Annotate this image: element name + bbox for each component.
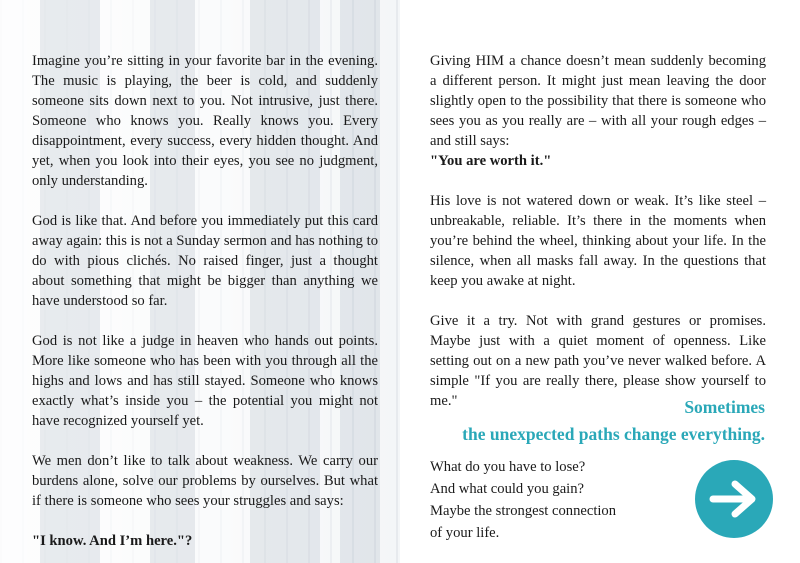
paragraph: We men don’t like to talk about weakness. We carry our burdens alone, solve our problems by ourselves. But what if there is someone who sees your struggles and says:: [32, 453, 378, 509]
closing-lines: [430, 456, 680, 544]
right-column-text: [430, 51, 766, 411]
paragraph: God is not like a judge in heaven who hands out points. More like someone who has been with you through all the highs and lows and has still stayed. Someone who knows exactly what’s inside you – the potential you might not have recognized yourself yet.: [32, 333, 378, 429]
quote-i-know: "I know. And I’m here."?: [32, 533, 193, 549]
paragraph: Give it a try. Not with grand gestures or promises. Maybe just with a quiet moment of openness. Like setting out on a new path you’ve never walked before. A simple "If you are really there, please show yourself to me.": [430, 313, 766, 409]
next-arrow-button[interactable]: [695, 460, 773, 538]
arrow-right-icon: [709, 479, 759, 519]
quote-worth-it: "You are worth it.": [430, 153, 552, 169]
headline-line-1: Sometimes: [684, 397, 765, 417]
closing-line: Maybe the strongest connection: [430, 503, 617, 519]
paragraph: God is like that. And before you immediately put this card away again: this is not a Sunday sermon and has nothing to do with pious clichés. No raised finger, just a thought about something that might be bigger than anything we have understood so far.: [32, 213, 378, 309]
closing-line: And what could you gain?: [430, 481, 585, 497]
paragraph: His love is not watered down or weak. It’s like steel – unbreakable, reliable. It’s there in the moments when you’re behind the wheel, thinking about your life. In the silence, when all masks fall away. In the questions that keep you awake at night.: [430, 193, 766, 289]
paragraph-block: [430, 51, 766, 171]
closing-line: What do you have to lose?: [430, 459, 586, 475]
paragraph: Imagine you’re sitting in your favorite bar in the evening. The music is playing, the beer is cold, and suddenly someone sits down next to you. Not intrusive, just there. Someone who knows you. Really knows you. Every disappointment, every success, every hidden thought. And yet, when you look into their eyes, you see no judgment, only understanding.: [32, 53, 378, 189]
headline-line-2: the unexpected paths change everything.: [462, 424, 765, 444]
closing-line: of your life.: [430, 525, 500, 541]
left-column-text: [32, 51, 378, 551]
paragraph: Giving HIM a chance doesn’t mean suddenly becoming a different person. It might just mean leaving the door slightly open to the possibility that there is someone who sees you as you really are – with all your rough edges – and still says:: [430, 53, 766, 149]
